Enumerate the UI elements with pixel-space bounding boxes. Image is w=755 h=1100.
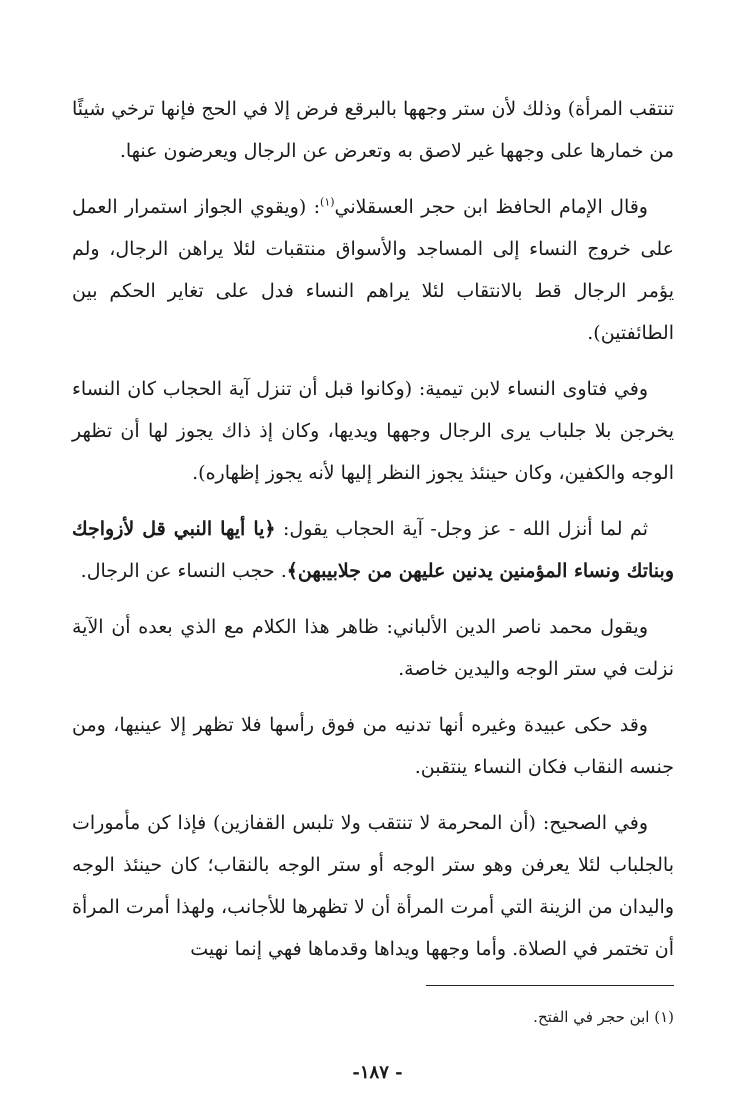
- paragraph-2: [72, 186, 674, 354]
- footnote: (١) ابن حجر في الفتح.: [533, 1008, 674, 1026]
- paragraph-4-rest: . حجب النساء عن الرجال.: [80, 560, 287, 582]
- paragraph-1: تنتقب المرأة) وذلك لأن ستر وجهها بالبرقع فرض إلا في الحج فإنها ترخي شيئًا من خمارها على وجهها غير لاصق به وتعرض عن الرجال ويعرضون عنها.: [72, 98, 674, 162]
- footnote-ref: (١): [320, 195, 335, 209]
- paragraph-3: وفي فتاوى النساء لابن تيمية: (وكانوا قبل أن تنزل آية الحجاب كان النساء يخرجن بلا جلباب يرى الرجال وجهها ويديها، وكان إذ ذاك يجوز لها أن تظهر الوجه والكفين، وكان حينئذ يجوز النظر إليها لأنه يجوز إظهاره).: [72, 378, 674, 484]
- paragraph-5: ويقول محمد ناصر الدين الألباني: ظاهر هذا الكلام مع الذي بعده أن الآية نزلت في ستر الوجه واليدين خاصة.: [72, 616, 674, 680]
- footnote-divider: [426, 985, 674, 986]
- paragraph-7: وفي الصحيح: (أن المحرمة لا تنتقب ولا تلبس القفازين) فإذا كن مأمورات بالجلباب لئلا يعرفن وهو ستر الوجه أو ستر الوجه بالنقاب؛ كان حينئذ الوجه واليدان من الزينة التي أمرت المرأة أن لا تظهرها للأجانب، ولهذا أمرت المرأة أن تختمر في الصلاة. وأما وجهها ويداها وقدماها فهي إنما نهيت: [72, 812, 674, 960]
- paragraph-2-rest: : (ويقوي الجواز استمرار العمل على خروج النساء إلى المساجد والأسواق منتقبات لئلا يراهن الرجال، ولم يؤمر الرجال قط بالانتقاب لئلا يراهم النساء فدل على تغاير الحكم بين الطائفتين).: [72, 196, 674, 344]
- page-body: [72, 88, 674, 984]
- paragraph-6: وقد حكى عبيدة وغيره أنها تدنيه من فوق رأسها فلا تظهر إلا عينيها، ومن جنسه النقاب فكان النساء ينتقبن.: [72, 714, 674, 778]
- page-number: - ١٨٧-: [352, 1062, 403, 1083]
- quran-verse: ﴿يا أيها النبي قل لأزواجك وبناتك ونساء المؤمنين يدنين عليهن من جلابيبهن﴾: [72, 518, 674, 582]
- paragraph-4: [72, 508, 674, 592]
- paragraph-4-lead: ثم لما أنزل الله - عز وجل- آية الحجاب يقول:: [275, 518, 648, 540]
- paragraph-2-lead: وقال الإمام الحافظ ابن حجر العسقلاني: [334, 196, 648, 218]
